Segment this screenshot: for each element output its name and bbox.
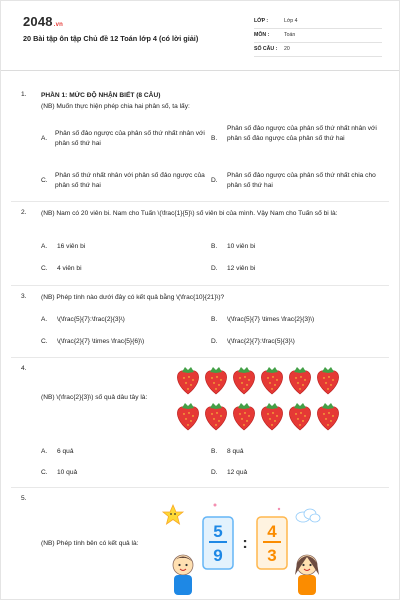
sparkle-icon — [214, 504, 217, 507]
option-letter: C. — [41, 338, 48, 345]
question-number: 3. — [21, 293, 27, 300]
section-heading: PHẦN 1: MỨC ĐỘ NHẬN BIẾT (8 CÂU) — [41, 92, 161, 99]
option-letter: A. — [41, 448, 48, 455]
option-text: Phân số đảo ngược của phân số thứ nhất chia cho phân số thứ hai — [227, 172, 376, 189]
strawberry-icon — [231, 365, 257, 395]
question-text: (NB) Nam có 20 viên bi. Nam cho Tuấn \(\frac{1}{5}\) số viên bi của mình. Vậy Nam cho Tuấn số bi là: — [41, 210, 338, 217]
option-letter: D. — [211, 469, 218, 476]
option-letter: A. — [41, 243, 48, 250]
option-text: 16 viên bi — [57, 243, 86, 250]
question-text: (NB) \(\frac{2}{3}\) số quả dâu tây là: — [41, 394, 148, 401]
strawberry-icon — [287, 365, 313, 395]
option-letter: A. — [41, 316, 48, 323]
strawberry-icon — [287, 401, 313, 431]
option-letter: D. — [211, 177, 218, 184]
option-text: 10 quả — [57, 469, 78, 476]
question-1 — [21, 91, 381, 196]
option-letter: D. — [211, 265, 218, 272]
star-icon — [163, 505, 183, 524]
meta-label: MÔN : — [254, 32, 270, 38]
option-text: 12 quả — [227, 469, 248, 476]
section-divider — [11, 487, 389, 488]
left-denominator: 9 — [213, 546, 223, 565]
option-text: \(\frac{5}{7}:\frac{2}{3}\) — [57, 316, 125, 323]
sparkle-icon — [278, 508, 280, 510]
question-text: (NB) Phép tính bên có kết quả là: — [41, 540, 139, 547]
strawberry-icon — [259, 365, 285, 395]
strawberry-illustration — [167, 361, 353, 436]
option-letter: B. — [211, 316, 218, 323]
strawberry-icon — [315, 365, 341, 395]
meta-label: LỚP : — [254, 18, 269, 24]
logo-number: 2048 — [23, 14, 53, 29]
question-number: 5. — [21, 495, 27, 502]
meta-value: Lớp 4 — [284, 18, 298, 24]
option-text: 6 quả — [57, 448, 74, 455]
question-number: 4. — [21, 365, 27, 372]
cloud-icon — [296, 509, 320, 522]
site-logo[interactable] — [23, 14, 63, 29]
option-letter: C. — [41, 469, 48, 476]
girl-character-icon — [295, 555, 319, 595]
option-text: Phân số đảo ngược của phân số thứ nhất nhân với phân số đảo ngược của phân số thứ hai — [227, 125, 377, 142]
option-letter: B. — [211, 448, 218, 455]
strawberry-icon — [259, 401, 285, 431]
meta-value: 20 — [284, 46, 290, 52]
right-numerator: 4 — [267, 522, 277, 541]
question-2 — [21, 209, 381, 279]
option-letter: D. — [211, 338, 218, 345]
option-letter: B. — [211, 243, 218, 250]
option-text: 8 quả — [227, 448, 244, 455]
left-numerator: 5 — [213, 522, 223, 541]
strawberry-icon — [231, 401, 257, 431]
option-text: \(\frac{2}{7} \times \frac{5}{6}\) — [57, 338, 145, 345]
meta-underline — [254, 56, 382, 57]
option-letter: A. — [41, 135, 48, 142]
question-number: 2. — [21, 209, 27, 216]
meta-label: SỐ CÂU : — [254, 46, 278, 52]
option-text: 10 viên bi — [227, 243, 256, 250]
option-text: \(\frac{5}{7} \times \frac{2}{3}\) — [227, 316, 315, 323]
meta-underline — [254, 42, 382, 43]
section-divider — [11, 201, 389, 202]
option-letter: C. — [41, 265, 48, 272]
operator-symbol: : — [242, 535, 248, 552]
strawberry-icon — [175, 365, 201, 395]
meta-underline — [254, 28, 382, 29]
option-text: \(\frac{2}{7}:\frac{5}{3}\) — [227, 338, 295, 345]
question-3 — [21, 293, 381, 353]
option-text: 4 viên bi — [57, 265, 82, 272]
section-divider — [11, 285, 389, 286]
fraction-division-illustration — [159, 499, 349, 595]
right-denominator: 3 — [267, 546, 277, 565]
option-text: Phân số thứ nhất nhân với phân số đảo ngược của phân số thứ hai — [55, 172, 205, 189]
document-title: 20 Bài tập ôn tập Chủ đề 12 Toán lớp 4 (có lời giải) — [23, 34, 199, 43]
question-text: (NB) Phép tính nào dưới đây có kết quả bằng \(\frac{10}{21}\)? — [41, 294, 225, 301]
option-letter: C. — [41, 177, 48, 184]
meta-value: Toán — [284, 32, 296, 38]
section-divider — [11, 357, 389, 358]
strawberry-icon — [203, 365, 229, 395]
document-header — [1, 1, 399, 71]
strawberry-icon — [315, 401, 341, 431]
strawberry-icon — [203, 401, 229, 431]
question-text: (NB) Muốn thực hiện phép chia hai phân số, ta lấy: — [41, 103, 190, 110]
option-text: 12 viên bi — [227, 265, 256, 272]
boy-character-icon — [173, 555, 193, 595]
option-text: Phân số đảo ngược của phân số thứ nhất nhân với phân số thứ hai — [55, 130, 205, 147]
strawberry-icon — [175, 401, 201, 431]
question-number: 1. — [21, 91, 27, 98]
option-letter: B. — [211, 135, 218, 142]
logo-suffix: .vn — [53, 22, 64, 28]
